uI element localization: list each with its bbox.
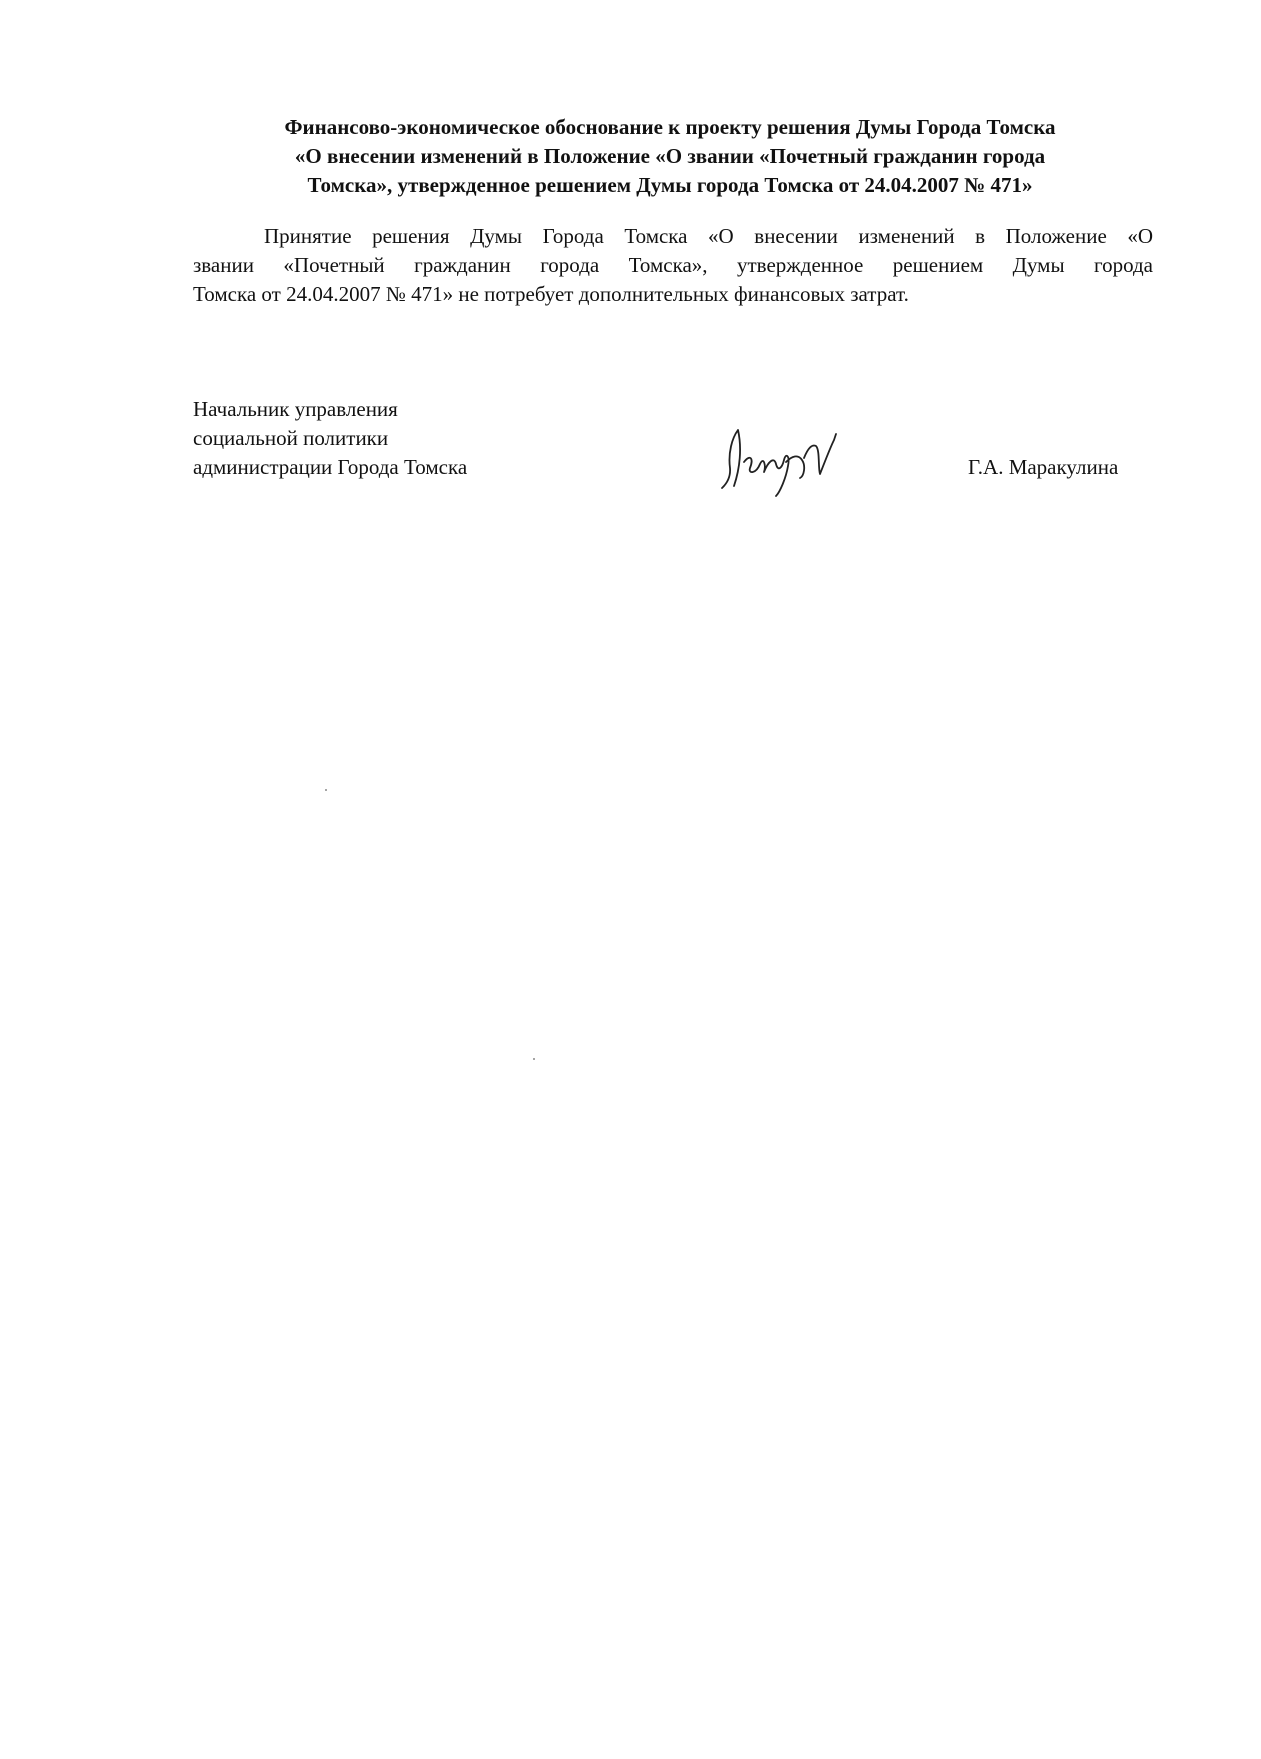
body-line: Томска от 24.04.2007 № 471» не потребует дополнительных финансовых затрат. [193, 282, 909, 306]
document-title [190, 113, 1150, 200]
signatory-position [193, 395, 467, 482]
position-line: администрации Города Томска [193, 455, 468, 479]
signatory-name: Г.А. Маракулина [968, 455, 1119, 479]
scan-speck [533, 1058, 535, 1060]
scan-speck [325, 789, 327, 791]
position-line: социальной политики [193, 426, 389, 450]
title-line: Финансово-экономическое обоснование к проекту решения Думы Города Томска [284, 115, 1056, 139]
body-line: Принятие решения Думы Города Томска «О внесении изменений в Положение «О [264, 224, 1153, 248]
body-paragraph [193, 222, 1153, 309]
title-line: «О внесении изменений в Положение «О звании «Почетный гражданин города [294, 144, 1046, 168]
body-line: звании «Почетный гражданин города Томска», утвержденное решением Думы города [193, 253, 1153, 277]
position-line: Начальник управления [193, 397, 398, 421]
handwritten-signature [720, 418, 850, 498]
title-line: Томска», утвержденное решением Думы города Томска от 24.04.2007 № 471» [307, 173, 1033, 197]
